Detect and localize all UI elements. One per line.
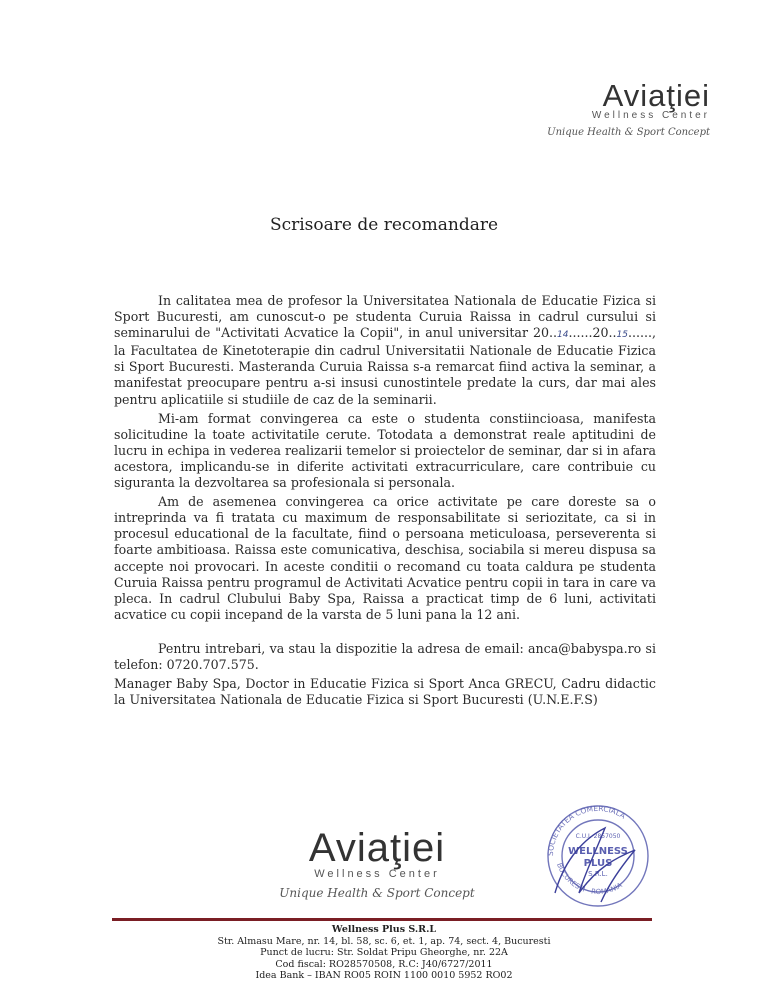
- brand-name: Aviaţiei: [602, 78, 710, 113]
- brand-subtitle: Wellness Center: [591, 110, 710, 121]
- stamp-ring-text: SOCIETATEA COMERCIALA: [545, 803, 628, 857]
- paragraph-1: [114, 293, 656, 408]
- footer-logo: [262, 828, 492, 900]
- year-start-handwritten: 14: [557, 330, 569, 341]
- stamp-number: C.U.I. 2857050: [575, 833, 621, 840]
- footer-divider: [112, 918, 652, 921]
- company-address: Str. Almasu Mare, nr. 14, bl. 58, sc. 6, et. 1, ap. 74, sect. 4, Bucuresti: [217, 935, 551, 947]
- stamp-bottom-text: BUCURESTI - ROMANIA: [555, 861, 624, 897]
- footer-brand-tagline: Unique Health & Sport Concept: [279, 886, 475, 900]
- company-bank: Idea Bank – IBAN RO05 ROIN 1100 0010 5952 RO02: [255, 970, 513, 981]
- letter-title: Scrisoare de recomandare: [269, 215, 499, 235]
- company-workplace: Punct de lucru: Str. Soldat Pripu Gheorghe, nr. 22A: [260, 947, 508, 958]
- header-logo: [540, 80, 710, 138]
- paragraph-1-text: In calitatea mea de profesor la Universitatea Nationala de Educatie Fizica si Sport Bucuresti, am cunoscut-o pe studenta Curuia Raissa in cadrul cursului si seminarului de "Activitati Acvatice la Copii", in anul universitar 20..: [114, 293, 656, 341]
- stamp-center-3: S.R.L.: [588, 870, 608, 878]
- contact-paragraph: Pentru intrebari, va stau la dispozitie la adresa de email: anca@babyspa.ro si telefon: 0720.707.575.: [114, 640, 656, 672]
- year-end-handwritten: 15: [616, 330, 628, 341]
- footer-brand-subtitle: Wellness Center: [314, 868, 440, 880]
- company-footer: [0, 924, 768, 982]
- paragraph-1-tail: ......, la Facultatea de Kinetoterapie din cadrul Universitatii Nationale de Educatie Fizica si Sport Bucuresti. Masteranda Curuia Raissa s-a remarcat fiind activa la seminar, a manifestat preocupare pentru a-si insusi cunostintele predate la curs, dar mai ales pentru aplicatiile si studiile de caz de la seminarii.: [114, 325, 656, 407]
- letter-body: [114, 293, 656, 708]
- year-separator: ......20..: [568, 325, 617, 341]
- paragraph-3: Am de asemenea convingerea ca orice activitate pe care doreste sa o intreprinda va fi tratata cu maximum de responsabilitate si seriozitate, ca si in procesul educational de la facultate, fiind o persoana meticuloasa, perseverenta si foarte ambitioasa. Raissa este comunicativa, deschisa, sociabila si mereu dispusa sa accepte noi provocari. In aceste conditii o recomand cu toata caldura pe studenta Curuia Raissa pentru programul de Activitati Acvatice pentru copii in tara in care va pleca. In cadrul Clubului Baby Spa, Raissa a practicat timp de 6 luni, activitati acvatice cu copii incepand de la varsta de 5 luni pana la 12 ani.: [114, 494, 656, 622]
- stamp-center-1: WELLNESS: [568, 846, 628, 857]
- stamp-center-2: PLUS: [583, 858, 613, 869]
- brand-tagline: Unique Health & Sport Concept: [547, 127, 710, 138]
- company-fiscal: Cod fiscal: RO28570508, R.C: J40/6727/2011: [275, 958, 493, 970]
- company-stamp: [535, 798, 661, 908]
- company-name: Wellness Plus S.R.L: [331, 924, 437, 935]
- paragraph-2: Mi-am format convingerea ca este o studenta constiincioasa, manifesta solicitudine la toate activitatile cerute. Totodata a demonstrat reale aptitudini de lucru in echipa in vederea realizarii temelor si proiectelor de seminar, dar si in afara acestora, implicandu-se in diferite activitati extracurriculare, care contribuie cu siguranta la dezvoltarea sa profesionala si personala.: [114, 410, 656, 491]
- footer-brand-name: Aviaţiei: [308, 826, 446, 870]
- signature-block: Manager Baby Spa, Doctor in Educatie Fizica si Sport Anca GRECU, Cadru didactic la Universitatea Nationala de Educatie Fizica si Sport Bucuresti (U.N.E.F.S): [114, 676, 656, 708]
